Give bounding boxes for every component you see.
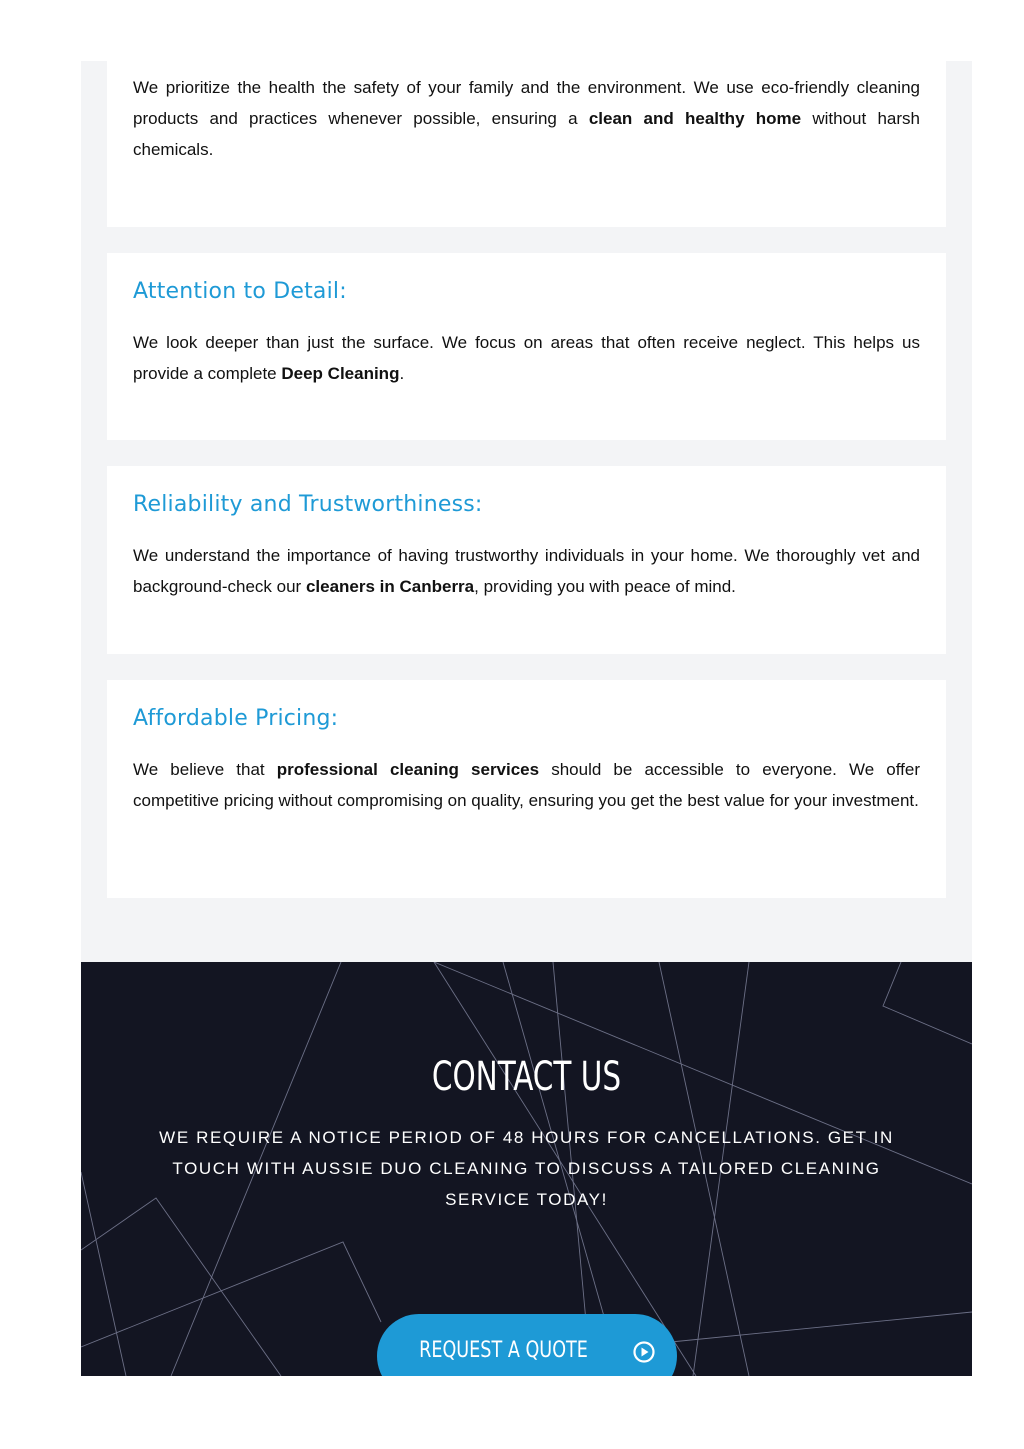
feature-pricing-title: Affordable Pricing: [133,706,339,731]
play-circle-icon [632,1340,656,1364]
feature-eco-text: We prioritize the health the safety of your family and the environment. We use eco-friendly cleaning products and practices whenever possible, ensuring a clean and healthy home without harsh chemicals. [133,78,920,159]
request-quote-button[interactable] [377,1314,677,1376]
contact-subtitle: WE REQUIRE A NOTICE PERIOD OF 48 HOURS FOR CANCELLATIONS. GET IN TOUCH WITH AUSSIE DUO CLEANING TO DISCUSS A TAILORED CLEANING SERVICE TODAY! [159,1128,894,1209]
contact-title: CONTACT US [431,1054,622,1100]
feature-card-pricing [107,680,946,898]
request-quote-label: REQUEST A QUOTE [419,1338,589,1363]
feature-detail-text: We look deeper than just the surface. We focus on areas that often receive neglect. This helps us provide a complete Deep Cleaning. [133,333,920,383]
feature-card-reliability [107,466,946,654]
feature-card-eco [107,61,946,227]
feature-reliability-title: Reliability and Trustworthiness: [133,492,483,517]
feature-detail-title: Attention to Detail: [133,279,347,304]
feature-card-detail [107,253,946,440]
contact-section [81,962,972,1376]
feature-pricing-text: We believe that professional cleaning services should be accessible to everyone. We offer competitive pricing without compromising on quality, ensuring you get the best value for your investment. [133,760,921,810]
page-content [81,61,972,1376]
features-section [81,61,972,962]
feature-reliability-text: We understand the importance of having trustworthy individuals in your home. We thoroughly vet and background-check our cleaners in Canberra, providing you with peace of mind. [133,546,920,596]
